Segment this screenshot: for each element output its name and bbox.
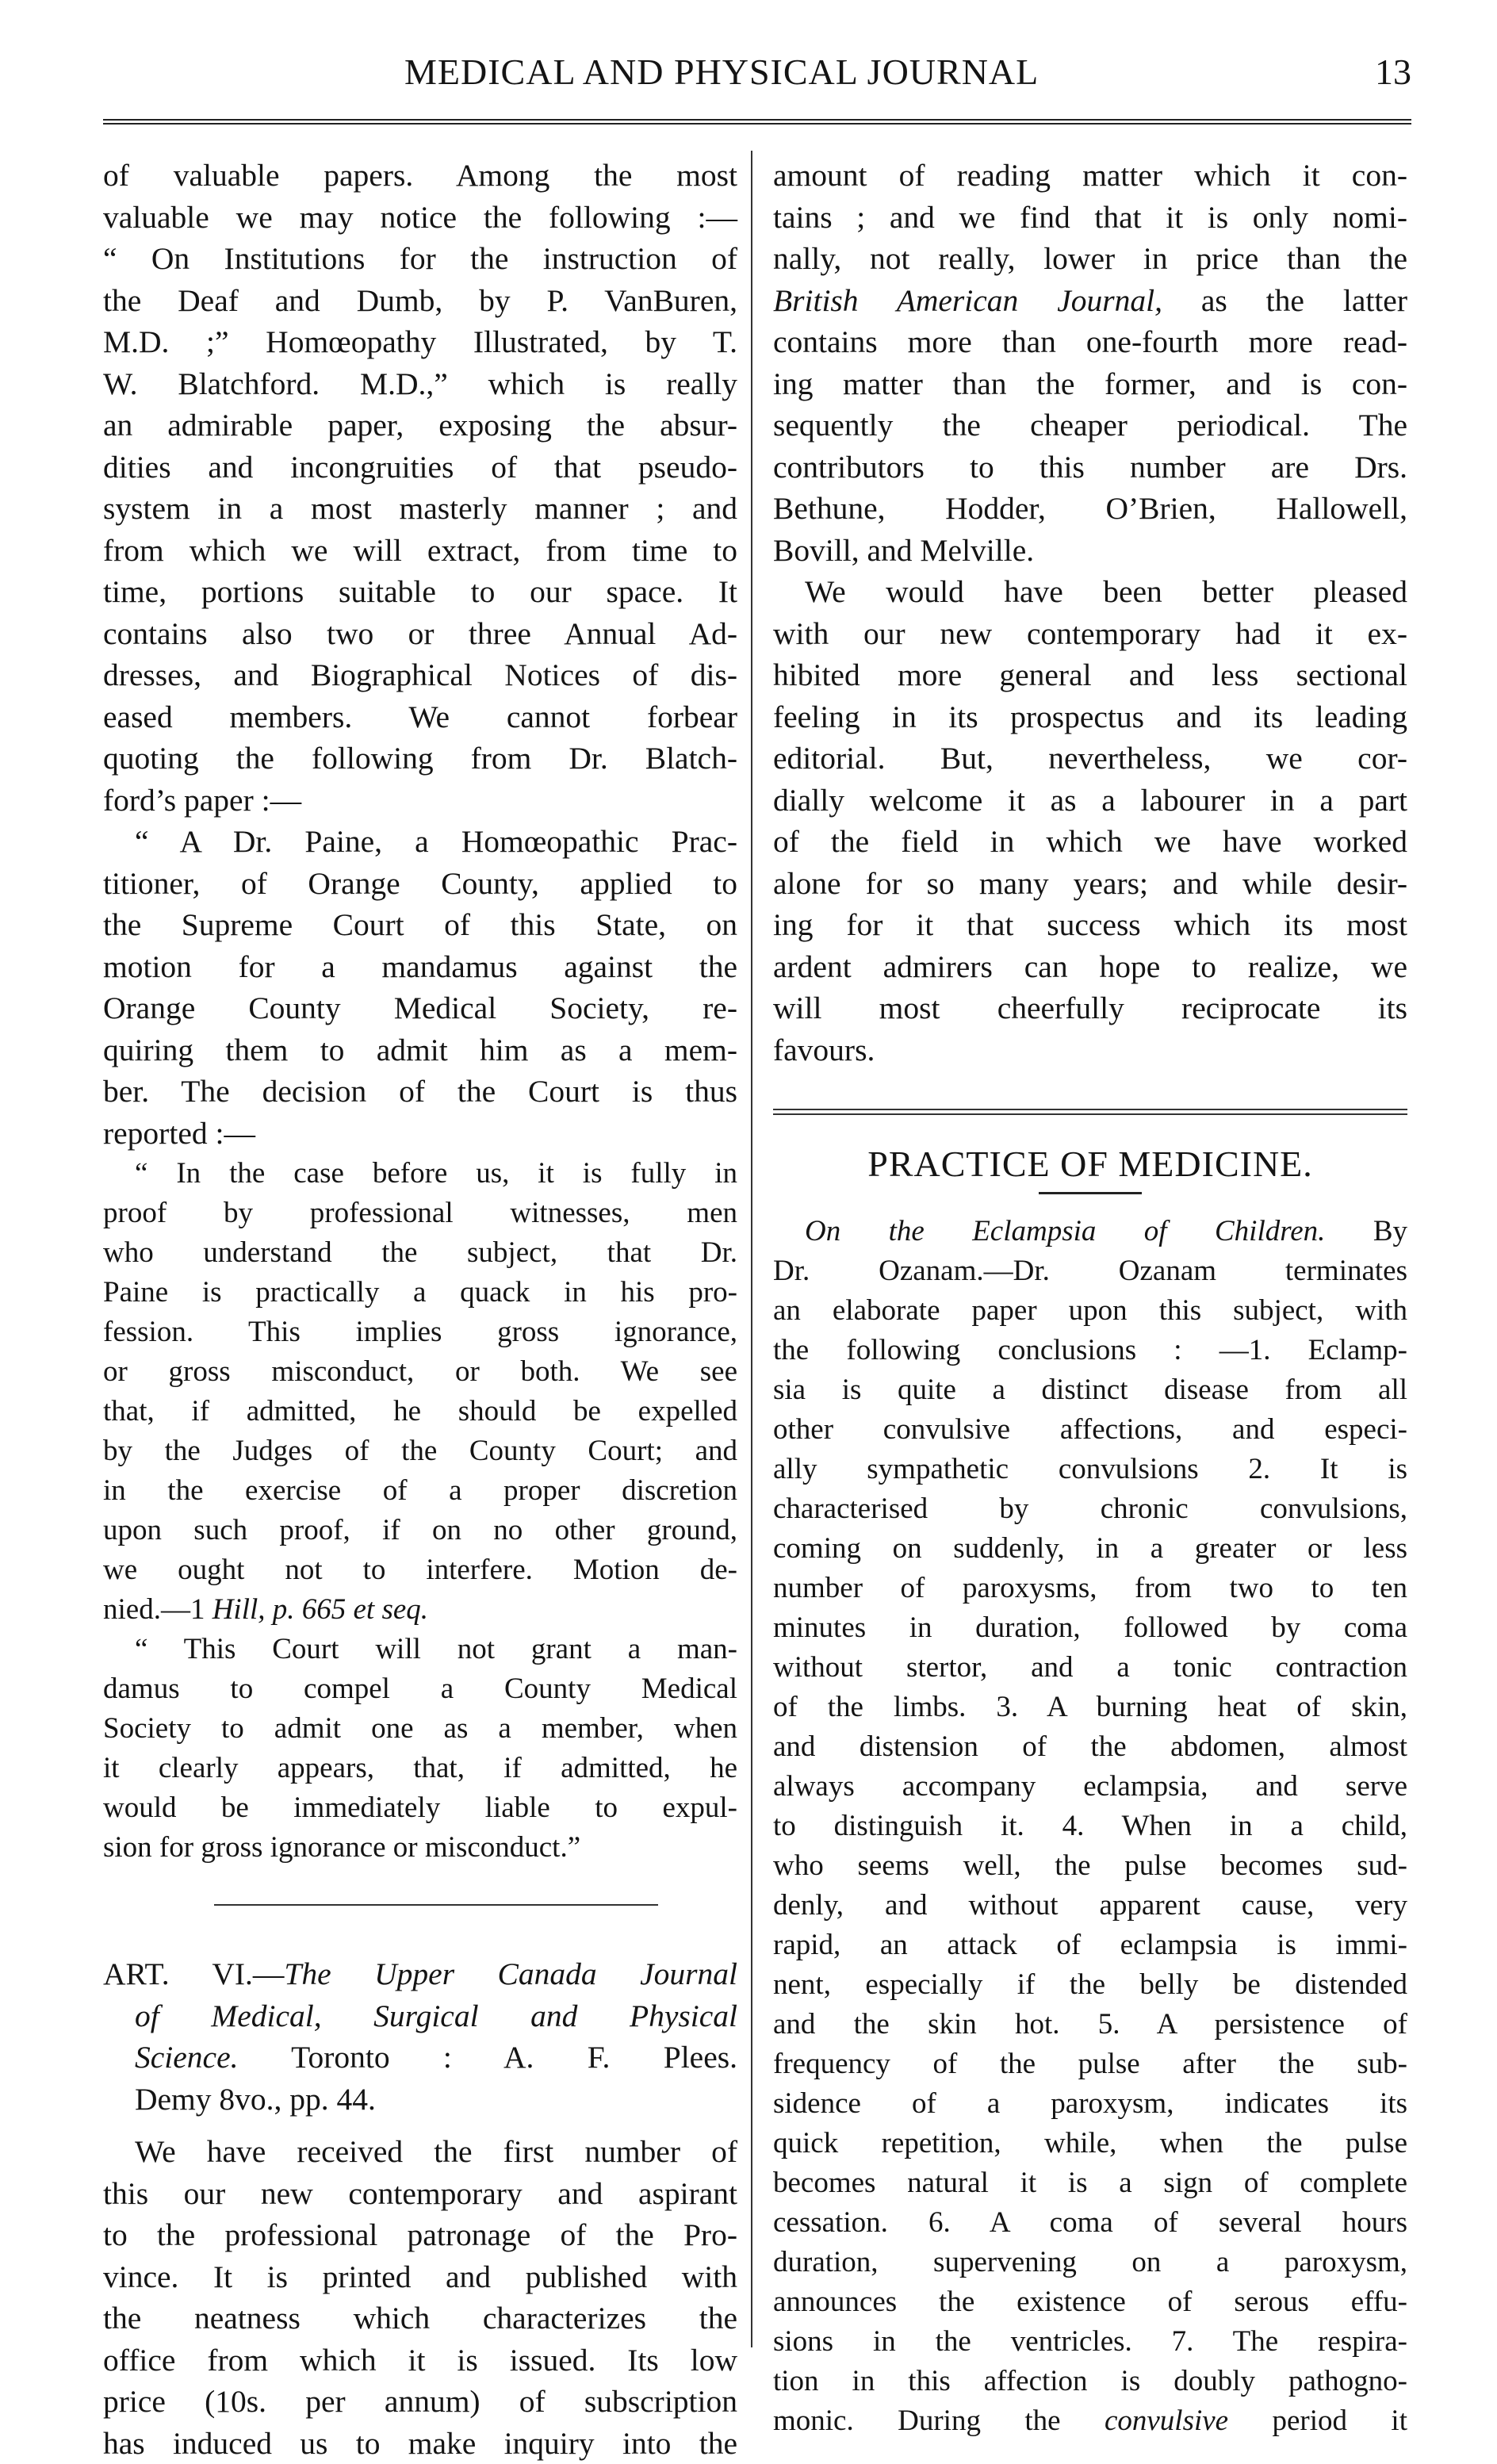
text-line: always accompany eclampsia, and serve — [773, 1767, 1407, 1807]
text-line: editorial. But, nevertheless, we cor- — [773, 738, 1407, 780]
journal-name: British American Journal, — [773, 283, 1162, 318]
text-line: nent, especially if the belly be distended — [773, 1965, 1407, 2005]
text-line: who understand the subject, that Dr. — [103, 1233, 737, 1273]
text-line: titioner, of Orange County, applied to — [103, 863, 737, 905]
text-line: time, portions suitable to our space. It — [103, 571, 737, 613]
text-line: denly, and without apparent cause, very — [773, 1886, 1407, 1926]
text-line: ford’s paper :— — [103, 780, 737, 822]
text-line: the neatness which characterizes the — [103, 2297, 737, 2339]
text-line: other convulsive affections, and especi- — [773, 1410, 1407, 1450]
text-line: of the field in which we have worked — [773, 821, 1407, 863]
eclampsia-title: On the Eclampsia of Children. — [805, 1215, 1325, 1247]
text-line: sidence of a paroxysm, indicates its — [773, 2084, 1407, 2124]
text-line: “ In the case before us, it is fully in — [103, 1154, 737, 1194]
running-header — [103, 51, 1411, 106]
text-line: ing for it that success which its most — [773, 904, 1407, 946]
article-heading-line: of Medical, Surgical and Physical — [103, 1995, 737, 2037]
text-line: it clearly appears, that, if admitted, he — [103, 1749, 737, 1788]
text-line: Bovill, and Melville. — [773, 530, 1407, 572]
text-line: valuable we may notice the following :— — [103, 197, 737, 239]
citation-reference: Hill, p. 665 et seq. — [212, 1593, 428, 1626]
article-heading — [103, 1953, 737, 2120]
text-line: vince. It is printed and published with — [103, 2256, 737, 2298]
intro-paragraph — [103, 155, 737, 821]
text-line: and distension of the abdomen, almost — [773, 1727, 1407, 1767]
text-line: who seems well, the pulse becomes sud- — [773, 1846, 1407, 1886]
article-body — [103, 2131, 737, 2464]
text-line: feeling in its prospectus and its leading — [773, 696, 1407, 738]
text-line: an admirable paper, exposing the absur- — [103, 404, 737, 446]
text-line: contains more than one-fourth more read- — [773, 321, 1407, 363]
text-line: system in a most masterly manner ; and — [103, 488, 737, 530]
left-column — [103, 155, 737, 2464]
text-line: to the professional patronage of the Pro- — [103, 2214, 737, 2256]
article-separator — [214, 1904, 658, 1906]
text-line: and the skin hot. 5. A persistence of — [773, 2005, 1407, 2044]
text-line: this our new contemporary and aspirant — [103, 2173, 737, 2215]
review-continuation — [773, 155, 1407, 571]
text-line: coming on suddenly, in a greater or less — [773, 1529, 1407, 1569]
journal-title: MEDICAL AND PHYSICAL JOURNAL — [404, 51, 1039, 93]
article-title: The Upper Canada Journal — [284, 1956, 737, 1991]
text-line: ally sympathetic convulsions 2. It is — [773, 1450, 1407, 1489]
text-line: an elaborate paper upon this subject, with — [773, 1291, 1407, 1331]
text-line: duration, supervening on a paroxysm, — [773, 2243, 1407, 2282]
text-line: office from which it is issued. Its low — [103, 2339, 737, 2382]
text-line: Orange County Medical Society, re- — [103, 987, 737, 1029]
text-line: sia is quite a distinct disease from all — [773, 1370, 1407, 1410]
text-line: will most cheerfully reciprocate its — [773, 987, 1407, 1029]
text-line: with our new contemporary had it ex- — [773, 613, 1407, 655]
text-line: minutes in duration, followed by coma — [773, 1608, 1407, 1648]
text-line: the Deaf and Dumb, by P. VanBuren, — [103, 280, 737, 322]
text-line: “ A Dr. Paine, a Homœopathic Prac- — [103, 821, 737, 863]
text-line: frequency of the pulse after the sub- — [773, 2044, 1407, 2084]
text-line: becomes natural it is a sign of complete — [773, 2163, 1407, 2203]
text-line: contains also two or three Annual Ad- — [103, 613, 737, 655]
text-line: characterised by chronic convulsions, — [773, 1489, 1407, 1529]
mandamus-quote — [103, 1630, 737, 1868]
text-line: alone for so many years; and while desir- — [773, 863, 1407, 905]
text-line: quoting the following from Dr. Blatch- — [103, 738, 737, 780]
article-publisher: Toronto : A. F. Plees. — [238, 2040, 737, 2075]
right-column — [773, 155, 1407, 2441]
text-line: Paine is practically a quack in his pro- — [103, 1273, 737, 1312]
text-line: would be immediately liable to expul- — [103, 1788, 737, 1828]
text-line: rapid, an attack of eclampsia is immi- — [773, 1926, 1407, 1965]
text-line: ing matter than the former, and is con- — [773, 363, 1407, 405]
text-line: the Supreme Court of this State, on — [103, 904, 737, 946]
text-line: we ought not to interfere. Motion de- — [103, 1550, 737, 1590]
text-line: quiring them to admit him as a mem- — [103, 1029, 737, 1071]
text-line: proof by professional witnesses, men — [103, 1194, 737, 1233]
text-line: number of paroxysms, from two to ten — [773, 1569, 1407, 1608]
final-line: monic. During the convulsive period it — [773, 2401, 1407, 2441]
text-line: ardent admirers can hope to realize, we — [773, 946, 1407, 988]
text-line: upon such proof, if on no other ground, — [103, 1511, 737, 1550]
text-line: the following conclusions : —1. Eclamp- — [773, 1331, 1407, 1370]
text-line: cessation. 6. A coma of several hours — [773, 2203, 1407, 2243]
title-rule — [1039, 1192, 1142, 1194]
text-line: nally, not really, lower in price than the — [773, 238, 1407, 280]
text-line: motion for a mandamus against the — [103, 946, 737, 988]
section-title: PRACTICE OF MEDICINE. — [773, 1144, 1407, 1186]
text-line: has induced us to make inquiry into the — [103, 2423, 737, 2464]
text-line: damus to compel a County Medical — [103, 1669, 737, 1709]
text-line: We have received the first number of — [103, 2131, 737, 2173]
text-line: of the limbs. 3. A burning heat of skin, — [773, 1688, 1407, 1727]
text-line: British American Journal, as the latter — [773, 280, 1407, 322]
text-line: hibited more general and less sectional — [773, 654, 1407, 696]
eclampsia-article — [773, 1212, 1407, 2441]
text-line: to distinguish it. 4. When in a child, — [773, 1807, 1407, 1846]
text-line: “ On Institutions for the instruction of — [103, 238, 737, 280]
text-line: quick repetition, while, when the pulse — [773, 2124, 1407, 2163]
text-line: or gross misconduct, or both. We see — [103, 1352, 737, 1392]
text-line: tion in this affection is doubly pathogno- — [773, 2362, 1407, 2401]
article-format: Demy 8vo., pp. 44. — [103, 2079, 737, 2121]
text-line: dresses, and Biographical Notices of dis- — [103, 654, 737, 696]
text-line: M.D. ;” Homœopathy Illustrated, by T. — [103, 321, 737, 363]
text-line: price (10s. per annum) of subscription — [103, 2381, 737, 2423]
citation-line — [103, 1590, 737, 1630]
text-line: eased members. We cannot forbear — [103, 696, 737, 738]
page-number: 13 — [1375, 51, 1411, 93]
text-line: contributors to this number are Drs. — [773, 446, 1407, 489]
text-line: tains ; and we find that it is only nomi- — [773, 197, 1407, 239]
text-line: that, if admitted, he should be expelled — [103, 1392, 737, 1431]
text-line: favours. — [773, 1029, 1407, 1071]
text-line: reported :— — [103, 1113, 737, 1155]
text-line: sion for gross ignorance or misconduct.” — [103, 1828, 737, 1868]
blatchford-quote — [103, 821, 737, 1154]
text-line: Society to admit one as a member, when — [103, 1709, 737, 1749]
text-line: without stertor, and a tonic contraction — [773, 1648, 1407, 1688]
citation-prefix: nied.—1 — [103, 1593, 212, 1626]
article-title-line: On the Eclampsia of Children. By — [773, 1212, 1407, 1251]
text-line: Bethune, Hodder, O’Brien, Hallowell, — [773, 488, 1407, 530]
section-separator — [773, 1109, 1407, 1115]
article-number: ART. VI.— — [103, 1956, 284, 1991]
text-line: dities and incongruities of that pseudo- — [103, 446, 737, 489]
header-rule — [103, 119, 1411, 125]
text-line: in the exercise of a proper discretion — [103, 1471, 737, 1511]
welcome-paragraph — [773, 571, 1407, 1071]
author-line: Dr. Ozanam.—Dr. Ozanam terminates — [773, 1251, 1407, 1291]
text-line: by the Judges of the County Court; and — [103, 1431, 737, 1471]
text-line: of valuable papers. Among the most — [103, 155, 737, 197]
text-line: We would have been better pleased — [773, 571, 1407, 613]
text-line: W. Blatchford. M.D.,” which is really — [103, 363, 737, 405]
column-divider — [751, 151, 752, 2347]
article-heading-line: Science. Toronto : A. F. Plees. — [103, 2037, 737, 2079]
text-line: announces the existence of serous effu- — [773, 2282, 1407, 2322]
text-line: amount of reading matter which it con- — [773, 155, 1407, 197]
article-heading-line — [103, 1953, 737, 1995]
text-line: ber. The decision of the Court is thus — [103, 1071, 737, 1113]
text-line: sequently the cheaper periodical. The — [773, 404, 1407, 446]
text-line: sions in the ventricles. 7. The respira- — [773, 2322, 1407, 2362]
court-ruling — [103, 1154, 737, 1630]
text-line: “ This Court will not grant a man- — [103, 1630, 737, 1669]
text-line: from which we will extract, from time to — [103, 530, 737, 572]
text-line: dially welcome it as a labourer in a part — [773, 780, 1407, 822]
text-line: fession. This implies gross ignorance, — [103, 1312, 737, 1352]
